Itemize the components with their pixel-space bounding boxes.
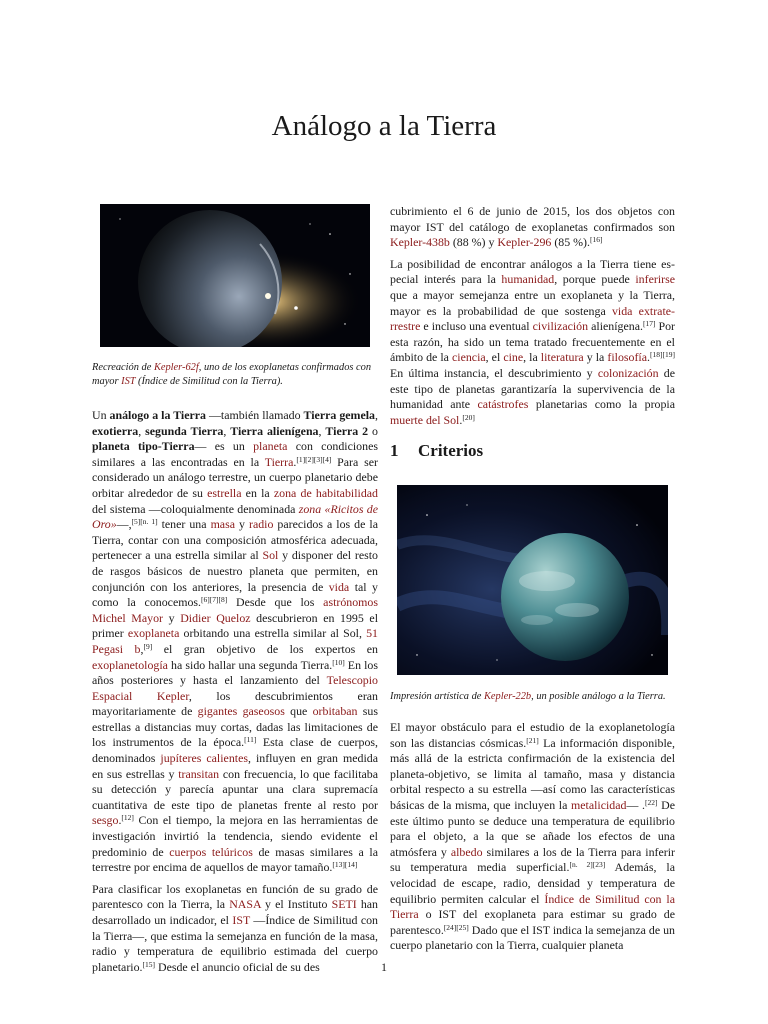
cuerpos-teluricos-link[interactable]: cuerpos telúricos xyxy=(169,844,253,859)
muerte-sol-link[interactable]: muerte del Sol xyxy=(390,412,460,427)
nasa-link[interactable]: NASA xyxy=(229,897,261,912)
section-title: Criterios xyxy=(418,441,484,460)
article-body-right-bottom: El mayor obstáculo para el estudio de la exoplanetología son las distancias cósmicas.[21] La información disponible, más allá de la estricta confirmación de la existencia del planeta-objetivo, se limita al tamaño, masa y distancia orbital respecto a su estrella —así como las características básicas de la misma, que incluyen la metalicidad— .[22] De este último punto se deduce una temperatura de equilibrio para el objeto, a la que se añade los efectos de una atmósfera y albedo similares a los de la Tierra para inferir su temperatura media superficial.[n. 2][23] Además, la velocidad de escape, radio, densidad y temperatura de equilibrio permiten calcular el Índice de Similitud con la Tierra o IST del exoplaneta para estimar su grado de parentesco.[24][25] Dado que el IST indica la semejanza de un cuerpo planetario con la Tierra, cualquier planeta xyxy=(390,720,676,953)
exoplaneta-link[interactable]: exoplaneta xyxy=(127,626,180,641)
transitan-link[interactable]: transitan xyxy=(178,766,220,781)
albedo-link[interactable]: albedo xyxy=(450,844,483,859)
catastrofes-link[interactable]: catástrofes xyxy=(477,397,529,412)
section-heading xyxy=(390,441,483,461)
ist-link-body[interactable]: IST xyxy=(232,913,250,927)
kepler-62f-link[interactable]: Kepler-62f xyxy=(153,362,199,373)
michel-mayor-link[interactable]: Michel Mayor xyxy=(92,610,164,625)
figure-caption: Recreación de Kepler-62f, uno de los exoplanetas confirmados con mayor IST (Índice de Similitud con la Tierra). xyxy=(92,362,372,387)
colonizacion-link[interactable]: colonización xyxy=(597,365,659,380)
seti-link[interactable]: SETI xyxy=(331,897,357,912)
vida-extraterrestre-link[interactable]: vida extraterrestre xyxy=(390,303,675,334)
zona-ricitos-link[interactable]: zona «Ricitos de Oro» xyxy=(92,501,379,532)
ciencia-link[interactable]: ciencia xyxy=(451,350,486,365)
kepler-296-link[interactable]: Kepler-296 xyxy=(497,235,552,250)
kepler-22b-link[interactable]: Kepler-22b xyxy=(484,691,532,702)
kepler-22b-image xyxy=(397,485,668,675)
inferirse-link[interactable]: inferirse xyxy=(635,272,675,287)
humanidad-link[interactable]: humanidad xyxy=(501,272,555,287)
figure-caption-2: Impresión artística de Kepler-22b, un posible análogo a la Tierra. xyxy=(390,691,666,702)
planeta-link[interactable]: planeta xyxy=(253,439,288,454)
sesgo-link[interactable]: sesgo xyxy=(92,813,119,828)
literatura-link[interactable]: literatura xyxy=(540,350,584,365)
kepler-438b-link[interactable]: Kepler-438b xyxy=(390,235,450,250)
didier-queloz-link[interactable]: Didier Queloz xyxy=(180,610,251,625)
ist-link[interactable]: IST xyxy=(121,376,136,387)
section-number: 1 xyxy=(390,441,399,460)
radio-link[interactable]: radio xyxy=(248,517,274,532)
astronomos-link[interactable]: astrónomos xyxy=(323,595,378,610)
masa-link[interactable]: masa xyxy=(210,517,235,532)
jupiteres-calientes-link[interactable]: jupíteres calientes xyxy=(160,751,248,766)
cine-link[interactable]: cine xyxy=(503,350,524,365)
estrella-link[interactable]: estrella xyxy=(207,485,242,500)
sol-link[interactable]: Sol xyxy=(262,548,279,563)
page-number: 1 xyxy=(381,960,387,974)
exoplanetologia-link[interactable]: exoplanetología xyxy=(92,657,168,672)
article-body-right-top: cubrimiento el 6 de junio de 2015, los dos objetos con mayor IST del catálogo de exoplanetas confirmados son Kepler-438b (88 %) y Kepler-296 (85 %).[16] La posibilidad de encontrar análogos a la Tierra tiene especial interés para la humanidad, porque puede inferirse que a mayor semejanza entre un exoplaneta y la Tierra, mayor es la probabilidad de que sostenga vida extraterrestre e incluso una eventual civilización alienígena.[17] Por esta razón, ha sido un tema tratado frecuentemente en el ámbito de la ciencia, el cine, la literatura y la filosofía.[18][19] En última instancia, el descubrimiento y colonización de este tipo de planetas garantizaría la supervivencia de la humanidad ante catástrofes planetarias como la propia muerte del Sol.[20] xyxy=(390,204,676,427)
telescopio-kepler-link[interactable]: Telescopio Espacial Kepler xyxy=(92,673,378,703)
gigantes-gaseosos-link[interactable]: gigantes gaseosos xyxy=(197,704,285,719)
filosofia-link[interactable]: filosofía xyxy=(607,350,648,365)
metalicidad-link[interactable]: metalicidad xyxy=(571,797,627,812)
page-title: Análogo a la Tierra xyxy=(271,110,497,142)
indice-similitud-link[interactable]: Índice de Similitud con la Tierra xyxy=(390,891,675,922)
orbitaban-link[interactable]: orbitaban xyxy=(312,704,358,719)
vida-link[interactable]: vida xyxy=(328,579,350,594)
kepler-62f-image xyxy=(100,204,370,347)
tierra-link[interactable]: Tierra xyxy=(264,454,294,469)
planet-illustration-62f xyxy=(100,204,370,347)
zona-habitabilidad-link[interactable]: zona de habitabilidad xyxy=(273,485,378,500)
planet-illustration-22b xyxy=(397,485,668,675)
civilizacion-link[interactable]: civilización xyxy=(532,319,589,334)
51-pegasi-b-link[interactable]: 51 Pegasi b xyxy=(92,626,378,656)
article-body-left: Un análogo a la Tierra —también llamado Tierra gemela, exotierra, segunda Tierra, Tierra alienígena, Tierra 2 o planeta tipo-Tierra— es un planeta con condiciones similares a las encontradas en la Tierra.[1][2][3][4] Para ser considerado un análogo terrestre, un cuerpo planetario debe orbitar alrededor de su estrella en la zona de habitabilidad del sistema —coloquialmente denominada zona «Ricitos de Oro»—,[5][n. 1] tener una masa y radio parecidos a los de la Tierra, contar con una composición atmosférica adecuada, pertenecer a una estrella similar al Sol y disponer del resto de rasgos básicos de nuestro planeta que permiten, en conjunción con los anteriores, la presencia de vida tal y como la conocemos.[6][7][8] Desde que los astrónomos Michel Mayor y Didier Queloz descubrieron en 1995 el primer exoplaneta orbitando una estrella similar al Sol, 51 Pegasi b,[9] el gran objetivo de los expertos en exoplanetología ha sido hallar una segunda Tierra.[10] En los años posteriores y hasta el lanzamiento del Telescopio Espacial Kepler, los descubrimientos eran mayoritariamente de gigantes gaseosos que orbitaban sus estrellas a distancias muy cortas, dadas las limitaciones de los instrumentos de la época.[11] Esta clase de cuerpos, denominados jupíteres calientes, influyen en gran medida en sus estrellas y transitan con frecuencia, lo que facilitaba su detección y parecía apuntar una clara supremacía cuantitativa de este tipo de planetas frente al resto por sesgo.[12] Con el tiempo, la mejora en las herramientas de investigación invirtió la tendencia, siendo evidente el predominio de cuerpos telúricos de masas similares a la terrestre por encima de aquellos de mayor tamaño.[13][14] Para clasificar los exoplanetas en función de su grado de parentesco con la Tierra, la NASA y el Instituto SETI han desarrollado un indicador, el IST —Índice de Similitud con la Tierra—, que estima la semejanza en función de la masa, radio y temperatura de equilibrio estimada del cuerpo planetario.[15] Desde el anuncio oficial de su des xyxy=(92,408,379,974)
